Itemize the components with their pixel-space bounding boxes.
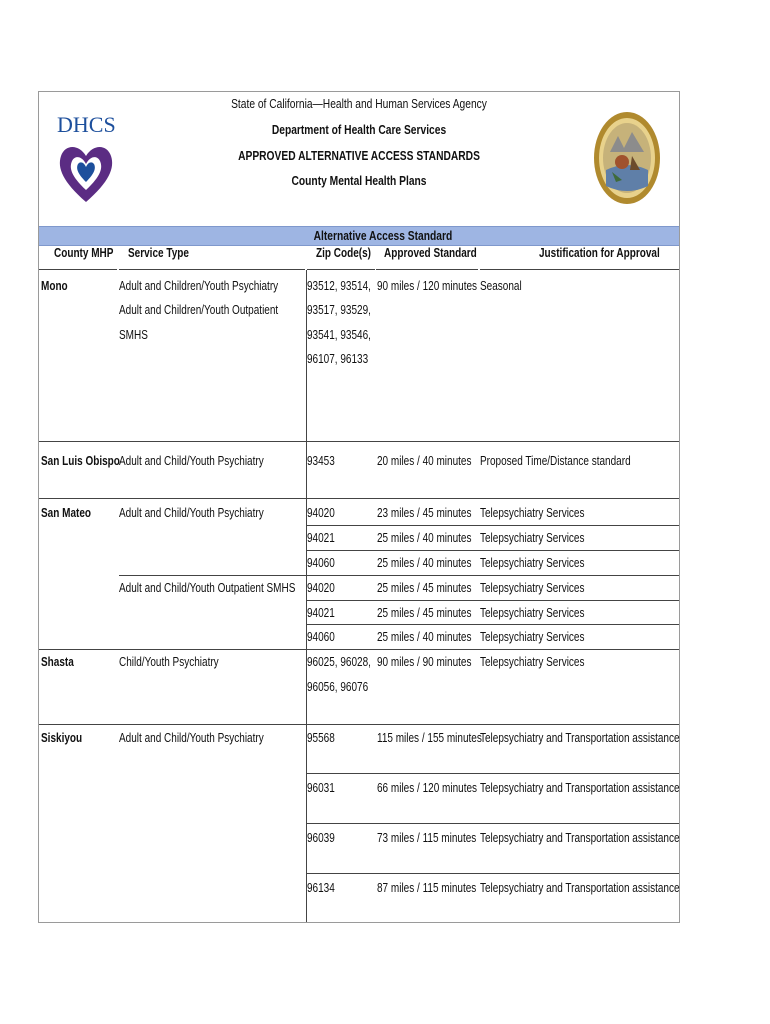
zip-san-mateo-1: 94020	[307, 506, 335, 520]
header-department: Department of Health Care Services	[271, 123, 447, 137]
county-san-mateo: San Mateo	[41, 506, 92, 520]
header-subtitle: County Mental Health Plans	[291, 174, 427, 188]
zip-san-mateo-4: 94020	[307, 581, 335, 595]
justification-san-mateo-3: Telepsychiatry Services	[480, 556, 585, 570]
service-shasta: Child/Youth Psychiatry	[119, 655, 219, 669]
justification-san-mateo-6: Telepsychiatry Services	[480, 630, 585, 644]
zip-mono-3: 93541, 93546,	[307, 328, 371, 342]
header-title: APPROVED ALTERNATIVE ACCESS STANDARDS	[238, 149, 480, 163]
zip-siskiyou-1: 95568	[307, 731, 335, 745]
zip-san-mateo-2: 94021	[307, 531, 335, 545]
band-label: Alternative Access Standard	[313, 229, 453, 243]
justification-siskiyou-2: Telepsychiatry and Transportation assistance	[480, 781, 680, 795]
zip-siskiyou-2: 96031	[307, 781, 335, 795]
col-header-justification: Justification for Approval	[539, 246, 660, 260]
alternative-access-band	[39, 226, 679, 246]
zip-san-mateo-5: 94021	[307, 606, 335, 620]
service-mono-1: Adult and Children/Youth Psychiatry	[119, 279, 279, 293]
zip-slo: 93453	[307, 454, 335, 468]
col-header-county: County MHP	[54, 246, 114, 260]
standard-san-mateo-2: 25 miles / 40 minutes	[377, 531, 472, 545]
justification-mono: Seasonal	[480, 279, 522, 293]
standard-shasta: 90 miles / 90 minutes	[377, 655, 472, 669]
justification-shasta: Telepsychiatry Services	[480, 655, 585, 669]
document-frame	[38, 91, 680, 923]
justification-san-mateo-5: Telepsychiatry Services	[480, 606, 585, 620]
standard-siskiyou-4: 87 miles / 115 minutes	[377, 881, 477, 895]
zip-mono-2: 93517, 93529,	[307, 303, 371, 317]
dhcs-logo-text: DHCS	[57, 112, 116, 137]
service-siskiyou: Adult and Child/Youth Psychiatry	[119, 731, 264, 745]
zip-siskiyou-3: 96039	[307, 831, 335, 845]
standard-san-mateo-1: 23 miles / 45 minutes	[377, 506, 472, 520]
standard-san-mateo-6: 25 miles / 40 minutes	[377, 630, 472, 644]
standard-san-mateo-3: 25 miles / 40 minutes	[377, 556, 472, 570]
county-siskiyou: Siskiyou	[41, 731, 83, 745]
document-header	[39, 92, 679, 226]
justification-siskiyou-1: Telepsychiatry and Transportation assistance	[480, 731, 680, 745]
justification-slo: Proposed Time/Distance standard	[480, 454, 631, 468]
zip-shasta-1: 96025, 96028,	[307, 655, 371, 669]
standard-san-mateo-5: 25 miles / 45 minutes	[377, 606, 472, 620]
standard-mono: 90 miles / 120 minutes	[377, 279, 478, 293]
standard-siskiyou-2: 66 miles / 120 minutes	[377, 781, 478, 795]
standard-san-mateo-4: 25 miles / 45 minutes	[377, 581, 472, 595]
service-san-mateo-outpatient: Adult and Child/Youth Outpatient SMHS	[119, 581, 296, 595]
zip-mono-4: 96107, 96133	[307, 352, 369, 366]
zip-mono-1: 93512, 93514,	[307, 279, 371, 293]
service-mono-3: SMHS	[119, 328, 148, 342]
header-agency: State of California—Health and Human Services Agency	[231, 97, 487, 111]
county-mono: Mono	[41, 279, 68, 293]
justification-san-mateo-1: Telepsychiatry Services	[480, 506, 585, 520]
california-seal-icon	[592, 106, 662, 206]
col-header-zip: Zip Code(s)	[316, 246, 371, 260]
zip-siskiyou-4: 96134	[307, 881, 335, 895]
justification-san-mateo-4: Telepsychiatry Services	[480, 581, 585, 595]
county-san-luis-obispo: San Luis Obispo	[41, 454, 120, 468]
zip-san-mateo-3: 94060	[307, 556, 335, 570]
service-slo: Adult and Child/Youth Psychiatry	[119, 454, 264, 468]
standard-siskiyou-1: 115 miles / 155 minutes	[377, 731, 482, 745]
standard-slo: 20 miles / 40 minutes	[377, 454, 472, 468]
service-san-mateo-psychiatry: Adult and Child/Youth Psychiatry	[119, 506, 264, 520]
county-shasta: Shasta	[41, 655, 74, 669]
zip-shasta-2: 96056, 96076	[307, 680, 369, 694]
justification-san-mateo-2: Telepsychiatry Services	[480, 531, 585, 545]
col-header-service: Service Type	[128, 246, 189, 260]
justification-siskiyou-4: Telepsychiatry and Transportation assistance	[480, 881, 680, 895]
justification-siskiyou-3: Telepsychiatry and Transportation assistance	[480, 831, 680, 845]
standard-siskiyou-3: 73 miles / 115 minutes	[377, 831, 477, 845]
zip-san-mateo-6: 94060	[307, 630, 335, 644]
service-mono-2: Adult and Children/Youth Outpatient	[119, 303, 279, 317]
col-header-standard: Approved Standard	[384, 246, 477, 260]
